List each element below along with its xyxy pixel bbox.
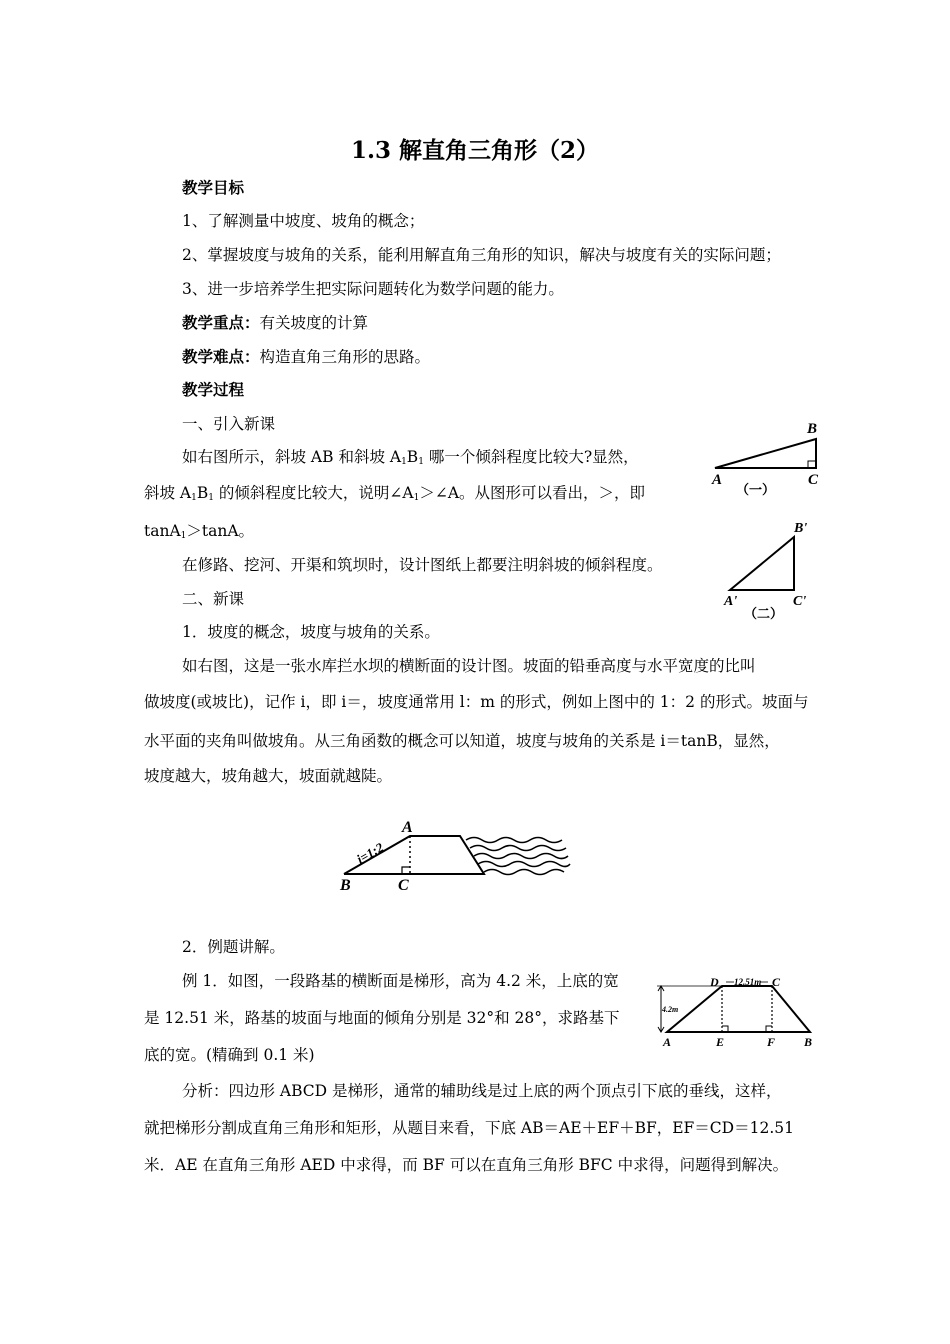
section1-paragraph-line2 [144,483,645,503]
section1-heading: 一、引入新课 [182,415,276,433]
right-angle-mark [402,867,410,874]
slope-label: i=1:2 [354,839,387,867]
key-point-text: 有关坡度的计算 [259,314,369,332]
label-A: A [663,1035,672,1049]
label-C: C [808,472,819,488]
difficult-point-text: 构造直角三角形的思路。 [259,348,431,366]
example1-line2: 是 12.51 米，路基的坡面与地面的倾角分别是 32°和 28°，求路基下 [144,1009,620,1027]
top-label: 12.51m [734,977,762,987]
analysis-line2: 就把梯形分割成直角三角形和矩形，从题目来看，下底 AB＝AE＋EF＋BF，EF＝CD＝12.51 [144,1119,794,1137]
section2-sub2: 2．例题讲解。 [182,938,285,956]
text-run: ＞tanA。 [186,522,255,540]
objectives-heading: 教学目标 [182,178,245,197]
section2-heading: 二、新课 [182,590,245,608]
objective-1: 1、了解测量中坡度、坡角的概念； [182,212,425,230]
difficult-point [182,347,430,367]
caption-1: （一） [736,483,776,498]
example1-line3: 底的宽。(精确到 0.1 米) [144,1046,315,1064]
text-run: B [196,484,209,502]
triangle-abc [715,439,816,468]
text-run: tanA [144,522,181,540]
label-B: B [807,421,818,437]
text-run: ＞∠A。从图形可以看出，＞，即 [419,484,646,502]
section2-p1-line4: 坡度越大，坡角越大，坡面就越陡。 [144,767,393,785]
text-run: 斜坡 A [144,484,192,502]
text-run: 哪一个倾斜程度比较大?显然， [423,448,639,466]
label-B: B [804,1035,813,1049]
subscript: 1 [180,531,187,541]
key-point-label: 教学重点： [182,313,260,332]
page-title: 1.3 解直角三角形（2） [350,137,600,164]
subscript: 1 [418,457,424,467]
section1-paragraph-line1 [182,447,639,467]
label-C: C [772,975,781,989]
example1-line1: 例 1．如图，一段路基的横断面是梯形，高为 4.2 米，上底的宽 [182,972,619,990]
label-B1: B' [794,521,808,536]
subscript: 1 [191,493,197,503]
text-run: B [406,448,419,466]
section1-paragraph2: 在修路、挖河、开渠和筑坝时，设计图纸上都要注明斜坡的倾斜程度。 [182,556,663,574]
objective-2: 2、掌握坡度与坡角的关系，能利用解直角三角形的知识，解决与坡度有关的实际问题； [182,246,781,264]
text-run: 如右图所示，斜坡 AB 和斜坡 A [182,448,402,466]
caption-2: （二） [744,607,784,622]
section2-p1-line2: 做坡度(或坡比)，记作 i，即 i＝，坡度通常用 l：m 的形式，例如上图中的 1：2 的形式。坡面与 [144,693,809,711]
figure-dam [338,816,568,896]
label-F: F [767,1035,776,1049]
figure-slope-2 [722,520,822,620]
label-A: A [402,819,413,836]
label-A: A [712,472,723,488]
subscript: 1 [401,457,407,467]
subscript: 1 [208,493,214,503]
height-label: 4.2m [662,1005,679,1014]
right-angle-mark [808,461,816,468]
difficult-point-label: 教学难点： [182,347,260,366]
subscript: 1 [413,493,420,503]
text-run: 的倾斜程度比较大，说明∠A [213,484,414,502]
figure-slope-1 [708,418,838,498]
section1-paragraph-line3 [144,521,254,541]
key-point [182,313,368,333]
label-B: B [340,877,351,894]
trapezoid-abcd [667,986,810,1032]
label-C1: C' [793,594,807,609]
triangle-a1b1c1 [730,537,794,590]
analysis-line3: 米．AE 在直角三角形 AED 中求得，而 BF 可以在直角三角形 BFC 中求得，问题得到解决。 [144,1156,789,1174]
label-A1: A' [724,594,738,609]
figure-trapezoid [648,970,818,1050]
label-E: E [716,1035,725,1049]
section2-p1-line1: 如右图，这是一张水库拦水坝的横断面的设计图。坡面的铅垂高度与水平宽度的比叫 [182,657,756,675]
label-D: D [710,975,719,989]
analysis-line1: 分析：四边形 ABCD 是梯形，通常的辅助线是过上底的两个顶点引下底的垂线，这样， [182,1082,782,1100]
label-C: C [398,877,409,894]
section2-p1-line3: 水平面的夹角叫做坡角。从三角函数的概念可以知道，坡度与坡角的关系是 i＝tanB，显然， [144,732,780,750]
objective-3: 3、进一步培养学生把实际问题转化为数学问题的能力。 [182,280,564,298]
process-heading: 教学过程 [182,380,245,399]
section2-sub1: 1．坡度的概念，坡度与坡角的关系。 [182,623,440,641]
